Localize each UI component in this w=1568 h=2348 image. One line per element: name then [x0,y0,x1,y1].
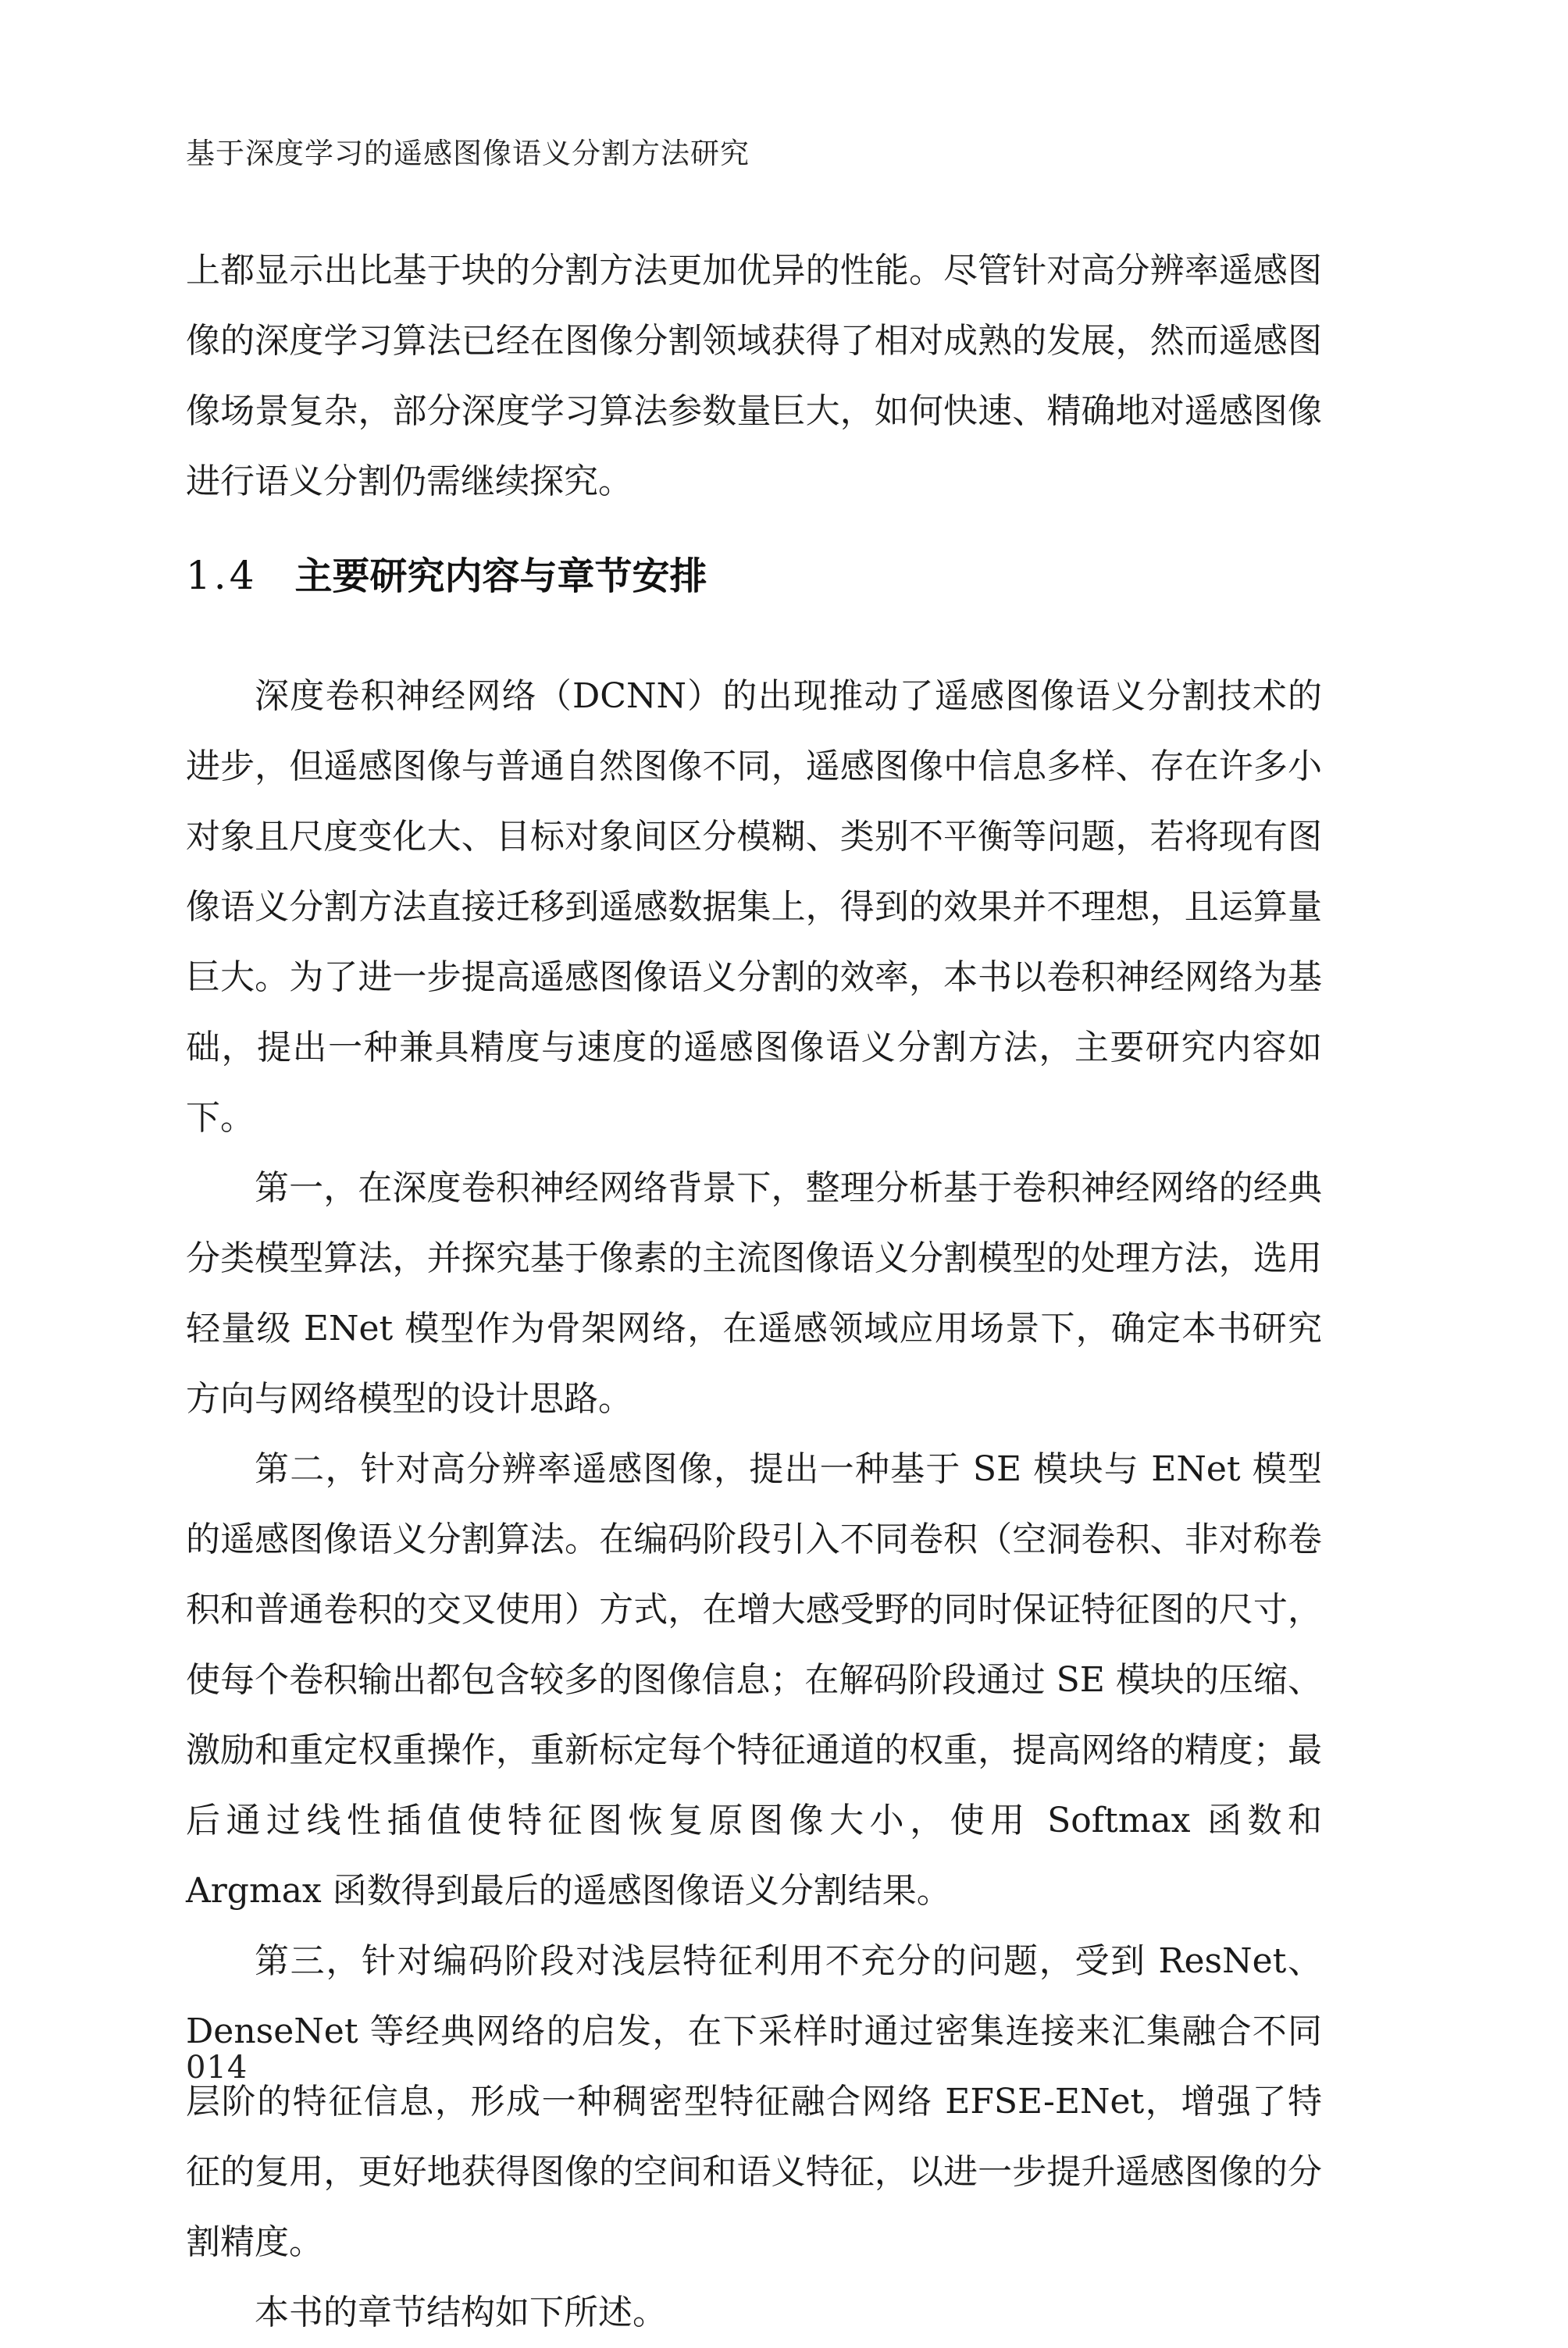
section-number: 1.4 [186,553,258,598]
paragraph-first-point: 第一，在深度卷积神经网络背景下，整理分析基于卷积神经网络的经典分类模型算法，并探究基于像素的主流图像语义分割模型的处理方法，选用轻量级 ENet 模型作为骨架网络，在遥感领域应用场景下，确定本书研究方向与网络模型的设计思路。 [186,1168,1322,1419]
paragraph-second-point: 第二，针对高分辨率遥感图像，提出一种基于 SE 模块与 ENet 模型的遥感图像语义分割算法。在编码阶段引入不同卷积（空洞卷积、非对称卷积和普通卷积的交叉使用）方式，在增大感受野的同时保证特征图的尺寸，使每个卷积输出都包含较多的图像信息；在解码阶段通过 SE 模块的压缩、激励和重定权重操作，重新标定每个特征通道的权重，提高网络的精度；最后通过线性插值使特征图恢复原图像大小，使用 Softmax 函数和 Argmax 函数得到最后的遥感图像语义分割结果。 [186,1449,1322,1911]
page-number: 014 [186,2050,248,2086]
paragraph-third-point: 第三，针对编码阶段对浅层特征利用不充分的问题，受到 ResNet、DenseNet 等经典网络的启发，在下采样时通过密集连接来汇集融合不同层阶的特征信息，形成一种稠密型特征融合网络 EFSE-ENet，增强了特征的复用，更好地获得图像的空间和语义特征，以进一步提升遥感图像的分割精度。 [186,1941,1322,2262]
paragraph-chapter-structure: 本书的章节结构如下所述。 [255,2293,667,2332]
continued-paragraph-block [186,236,1322,517]
section-title: 主要研究内容与章节安排 [294,554,707,598]
section-heading [186,540,707,611]
paragraph-intro: 深度卷积神经网络（DCNN）的出现推动了遥感图像语义分割技术的进步，但遥感图像与普通自然图像不同，遥感图像中信息多样、存在许多小对象且尺度变化大、目标对象间区分模糊、类别不平衡等问题，若将现有图像语义分割方法直接迁移到遥感数据集上，得到的效果并不理想，且运算量巨大。为了进一步提高遥感图像语义分割的效率，本书以卷积神经网络为基础，提出一种兼具精度与速度的遥感图像语义分割方法，主要研究内容如下。 [186,676,1322,1138]
continued-paragraph: 上都显示出比基于块的分割方法更加优异的性能。尽管针对高分辨率遥感图像的深度学习算法已经在图像分割领域获得了相对成熟的发展，然而遥感图像场景复杂，部分深度学习算法参数量巨大，如何快速、精确地对遥感图像进行语义分割仍需继续探究。 [186,251,1322,501]
running-header: 基于深度学习的遥感图像语义分割方法研究 [186,137,750,170]
section-body [186,661,1322,2348]
